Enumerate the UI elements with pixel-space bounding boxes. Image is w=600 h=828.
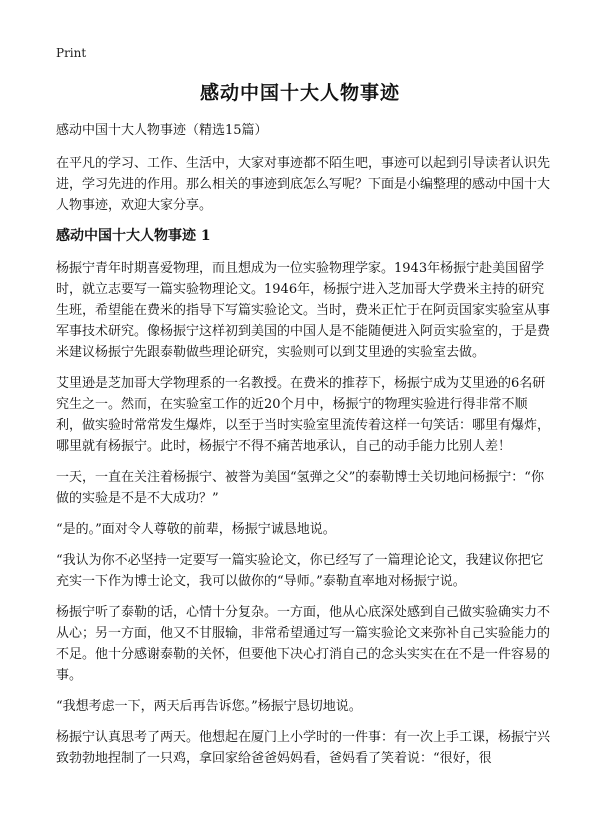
article-subtitle: 感动中国十大人物事迹（精选15篇） bbox=[56, 123, 268, 138]
body-paragraph: 杨振宁听了泰勒的话，心情十分复杂。一方面，他从心底深处感到自己做实验确实力不从心；另一方面，他又不甘服输，非常希望通过写一篇实验论文来弥补自己实验能力的不足。他十分感谢泰勒的关怀，但要他下决心打消自己的念头实实在在不是一件容易的事。 bbox=[56, 605, 551, 683]
body-paragraph: “是的。”面对令人尊敬的前辈，杨振宁诚恳地说。 bbox=[56, 522, 336, 537]
page-title: 感动中国十大人物事迹 bbox=[199, 82, 400, 104]
print-link[interactable]: Print bbox=[56, 46, 87, 60]
body-paragraph: “我想考虑一下，两天后再告诉您。”杨振宁恳切地说。 bbox=[56, 699, 362, 714]
body-paragraph: 杨振宁认真思考了两天。他想起在厦门上小学时的一件事：有一次上手工课，杨振宁兴致勃勃地捏制了一只鸡，拿回家给爸爸妈妈看，爸妈看了笑着说：“很好，很 bbox=[56, 730, 551, 766]
body-paragraph: “我认为你不必坚持一定要写一篇实验论文，你已经写了一篇理论论文，我建议你把它充实一下作为博士论文，我可以做你的“导师。”泰勒直率地对杨振宁说。 bbox=[56, 553, 544, 589]
body-paragraph: 一天，一直在关注着杨振宁、被誉为美国“氢弹之父”的泰勒博士关切地问杨振宁：“你做的实验是不是不大成功？” bbox=[56, 470, 544, 506]
body-paragraph: 艾里逊是芝加哥大学物理系的一名教授。在费米的推荐下，杨振宁成为艾里逊的6名研究生之一。然而，在实验室工作的近20个月中，杨振宁的物理实验进行得非常不顺利，做实验时常常发生爆炸，以至于当时实验室里流传着这样一句笑话：哪里有爆炸，哪里就有杨振宁。此时，杨振宁不得不痛苦地承认，自己的动手能力比别人差！ bbox=[56, 376, 551, 454]
body-paragraph: 杨振宁青年时期喜爱物理，而且想成为一位实验物理学家。1943年杨振宁赴美国留学时，就立志要写一篇实验物理论文。1946年，杨振宁进入芝加哥大学费米主持的研究生班，希望能在费米的指导下写篇实验论文。当时，费米正忙于在阿贡国家实验室从事军事技术研究。像杨振宁这样初到美国的中国人是不能随便进入阿贡实验室的，于是费米建议杨振宁先跟泰勒做些理论研究，实验则可以到艾里逊的实验室去做。 bbox=[56, 261, 551, 360]
intro-paragraph: 在平凡的学习、工作、生活中，大家对事迹都不陌生吧，事迹可以起到引导读者认识先进，学习先进的作用。那么相关的事迹到底怎么写呢？下面是小编整理的感动中国十大人物事迹，欢迎大家分享。 bbox=[56, 156, 551, 213]
article-body bbox=[56, 120, 552, 779]
section-heading: 感动中国十大人物事迹 1 bbox=[56, 228, 211, 244]
